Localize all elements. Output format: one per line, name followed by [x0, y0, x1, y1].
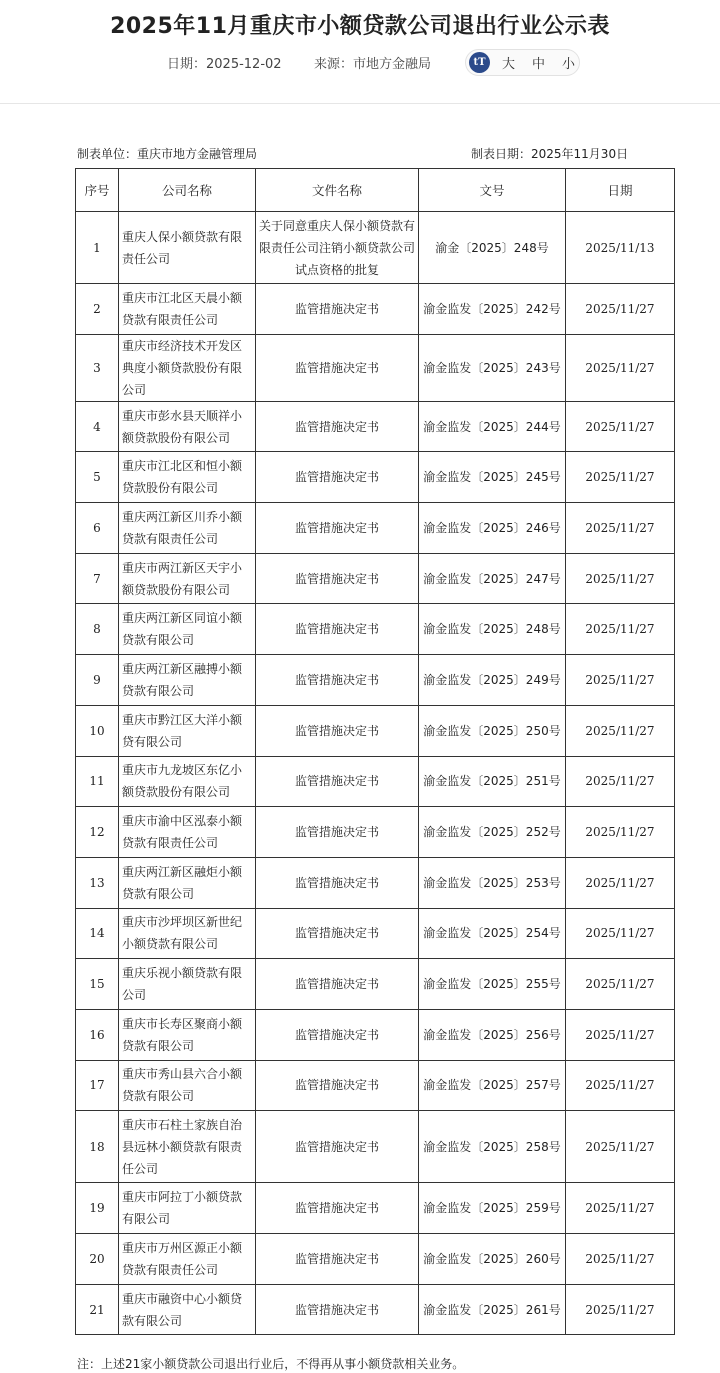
font-size-small-button[interactable]: 小	[562, 57, 576, 72]
cell-seq: 18	[76, 1111, 119, 1183]
cell-seq: 20	[76, 1234, 119, 1285]
cell-company: 重庆人保小额贷款有限责任公司	[119, 212, 256, 284]
font-size-icon: tT	[469, 52, 490, 73]
cell-doc-number: 渝金监发〔2025〕242号	[419, 284, 566, 335]
cell-doc-name: 监管措施决定书	[256, 1183, 419, 1234]
cell-company: 重庆市秀山县六合小额贷款有限公司	[119, 1060, 256, 1111]
cell-doc-name: 监管措施决定书	[256, 452, 419, 503]
cell-doc-number: 渝金监发〔2025〕252号	[419, 807, 566, 858]
header-date: 日期	[566, 169, 675, 212]
cell-company: 重庆乐视小额贷款有限公司	[119, 959, 256, 1010]
cell-doc-number: 渝金监发〔2025〕259号	[419, 1183, 566, 1234]
table-maker-unit: 制表单位：重庆市地方金融管理局	[77, 147, 258, 161]
cell-doc-name: 监管措施决定书	[256, 334, 419, 401]
cell-doc-number: 渝金监发〔2025〕243号	[419, 334, 566, 401]
table-row	[76, 655, 675, 706]
cell-doc-number: 渝金监发〔2025〕256号	[419, 1009, 566, 1060]
cell-doc-number: 渝金监发〔2025〕246号	[419, 503, 566, 554]
table-row	[76, 334, 675, 401]
cell-seq: 13	[76, 857, 119, 908]
cell-doc-name: 关于同意重庆人保小额贷款有限责任公司注销小额贷款公司试点资格的批复	[256, 212, 419, 284]
cell-date: 2025/11/27	[566, 756, 675, 807]
cell-seq: 12	[76, 807, 119, 858]
cell-date: 2025/11/27	[566, 1009, 675, 1060]
cell-date: 2025/11/27	[566, 1183, 675, 1234]
cell-seq: 17	[76, 1060, 119, 1111]
cell-seq: 8	[76, 604, 119, 655]
cell-date: 2025/11/27	[566, 284, 675, 335]
cell-company: 重庆市渝中区泓泰小额贷款有限责任公司	[119, 807, 256, 858]
font-size-large-button[interactable]: 大	[502, 57, 516, 72]
cell-seq: 7	[76, 553, 119, 604]
cell-date: 2025/11/27	[566, 1284, 675, 1335]
table-body	[76, 212, 675, 1335]
table-row	[76, 401, 675, 452]
cell-doc-number: 渝金监发〔2025〕244号	[419, 401, 566, 452]
article-source: 来源：市地方金融局	[314, 57, 432, 72]
cell-seq: 11	[76, 756, 119, 807]
table-row	[76, 807, 675, 858]
cell-company: 重庆市江北区天晨小额贷款有限责任公司	[119, 284, 256, 335]
cell-company: 重庆市九龙坡区东亿小额贷款股份有限公司	[119, 756, 256, 807]
page-title: 2025年11月重庆市小额贷款公司退出行业公示表	[110, 14, 610, 39]
table-row	[76, 503, 675, 554]
cell-company: 重庆市阿拉丁小额贷款有限公司	[119, 1183, 256, 1234]
cell-seq: 5	[76, 452, 119, 503]
cell-company: 重庆两江新区融搏小额贷款有限公司	[119, 655, 256, 706]
cell-doc-name: 监管措施决定书	[256, 807, 419, 858]
cell-seq: 4	[76, 401, 119, 452]
cell-seq: 21	[76, 1284, 119, 1335]
cell-seq: 10	[76, 705, 119, 756]
cell-company: 重庆两江新区融炬小额贷款有限公司	[119, 857, 256, 908]
cell-date: 2025/11/27	[566, 401, 675, 452]
table-row	[76, 212, 675, 284]
cell-date: 2025/11/27	[566, 908, 675, 959]
cell-company: 重庆两江新区同谊小额贷款有限公司	[119, 604, 256, 655]
cell-doc-number: 渝金监发〔2025〕261号	[419, 1284, 566, 1335]
cell-seq: 14	[76, 908, 119, 959]
table-row	[76, 756, 675, 807]
table-row	[76, 1111, 675, 1183]
cell-seq: 3	[76, 334, 119, 401]
cell-date: 2025/11/27	[566, 1060, 675, 1111]
table-row	[76, 1183, 675, 1234]
cell-date: 2025/11/27	[566, 807, 675, 858]
cell-doc-number: 渝金监发〔2025〕248号	[419, 604, 566, 655]
cell-date: 2025/11/27	[566, 1234, 675, 1285]
table-row	[76, 1234, 675, 1285]
exit-notice-table	[75, 168, 675, 1335]
page-header	[0, 0, 720, 104]
cell-date: 2025/11/27	[566, 857, 675, 908]
table-meta	[0, 141, 720, 171]
cell-seq: 6	[76, 503, 119, 554]
cell-doc-name: 监管措施决定书	[256, 401, 419, 452]
cell-doc-name: 监管措施决定书	[256, 1111, 419, 1183]
table-row	[76, 1009, 675, 1060]
cell-doc-name: 监管措施决定书	[256, 857, 419, 908]
cell-date: 2025/11/27	[566, 655, 675, 706]
cell-doc-number: 渝金〔2025〕248号	[419, 212, 566, 284]
cell-doc-name: 监管措施决定书	[256, 553, 419, 604]
cell-doc-name: 监管措施决定书	[256, 1009, 419, 1060]
cell-doc-number: 渝金监发〔2025〕260号	[419, 1234, 566, 1285]
cell-doc-name: 监管措施决定书	[256, 908, 419, 959]
header-seq: 序号	[76, 169, 119, 212]
cell-date: 2025/11/13	[566, 212, 675, 284]
cell-company: 重庆市融资中心小额贷款有限公司	[119, 1284, 256, 1335]
header-doc-number: 文号	[419, 169, 566, 212]
cell-date: 2025/11/27	[566, 705, 675, 756]
font-size-medium-button[interactable]: 中	[532, 57, 546, 72]
header-company: 公司名称	[119, 169, 256, 212]
footnote: 注：上述21家小额贷款公司退出行业后，不得再从事小额贷款相关业务。	[77, 1357, 465, 1371]
publish-date: 日期：2025-12-02	[167, 57, 282, 72]
table-row	[76, 908, 675, 959]
cell-company: 重庆市两江新区天宇小额贷款股份有限公司	[119, 553, 256, 604]
cell-date: 2025/11/27	[566, 959, 675, 1010]
cell-seq: 16	[76, 1009, 119, 1060]
cell-company: 重庆市经济技术开发区典度小额贷款股份有限公司	[119, 334, 256, 401]
table-row	[76, 959, 675, 1010]
cell-doc-number: 渝金监发〔2025〕251号	[419, 756, 566, 807]
cell-doc-name: 监管措施决定书	[256, 1060, 419, 1111]
cell-seq: 9	[76, 655, 119, 706]
cell-doc-name: 监管措施决定书	[256, 284, 419, 335]
cell-doc-name: 监管措施决定书	[256, 1234, 419, 1285]
cell-company: 重庆市沙坪坝区新世纪小额贷款有限公司	[119, 908, 256, 959]
cell-doc-number: 渝金监发〔2025〕247号	[419, 553, 566, 604]
cell-doc-number: 渝金监发〔2025〕257号	[419, 1060, 566, 1111]
cell-date: 2025/11/27	[566, 553, 675, 604]
cell-doc-name: 监管措施决定书	[256, 655, 419, 706]
cell-doc-name: 监管措施决定书	[256, 1284, 419, 1335]
cell-doc-name: 监管措施决定书	[256, 959, 419, 1010]
cell-date: 2025/11/27	[566, 604, 675, 655]
cell-doc-number: 渝金监发〔2025〕250号	[419, 705, 566, 756]
cell-company: 重庆市江北区和恒小额贷款股份有限公司	[119, 452, 256, 503]
cell-doc-name: 监管措施决定书	[256, 503, 419, 554]
cell-company: 重庆市石柱土家族自治县远林小额贷款有限责任公司	[119, 1111, 256, 1183]
cell-seq: 1	[76, 212, 119, 284]
cell-doc-number: 渝金监发〔2025〕254号	[419, 908, 566, 959]
table-row	[76, 1060, 675, 1111]
cell-company: 重庆两江新区川乔小额贷款有限责任公司	[119, 503, 256, 554]
cell-seq: 19	[76, 1183, 119, 1234]
font-size-switcher	[465, 49, 580, 76]
cell-date: 2025/11/27	[566, 452, 675, 503]
table-row	[76, 857, 675, 908]
cell-doc-name: 监管措施决定书	[256, 604, 419, 655]
cell-company: 重庆市万州区源正小额贷款有限责任公司	[119, 1234, 256, 1285]
cell-doc-number: 渝金监发〔2025〕253号	[419, 857, 566, 908]
cell-doc-number: 渝金监发〔2025〕249号	[419, 655, 566, 706]
cell-seq: 2	[76, 284, 119, 335]
table-row	[76, 284, 675, 335]
table-row	[76, 553, 675, 604]
cell-company: 重庆市彭水县天顺祥小额贷款股份有限公司	[119, 401, 256, 452]
cell-doc-number: 渝金监发〔2025〕245号	[419, 452, 566, 503]
table-row	[76, 604, 675, 655]
table-maker-date: 制表日期：2025年11月30日	[471, 147, 629, 161]
cell-company: 重庆市长寿区聚商小额贷款有限公司	[119, 1009, 256, 1060]
table-row	[76, 452, 675, 503]
cell-seq: 15	[76, 959, 119, 1010]
cell-company: 重庆市黔江区大洋小额贷有限公司	[119, 705, 256, 756]
cell-doc-name: 监管措施决定书	[256, 705, 419, 756]
cell-doc-name: 监管措施决定书	[256, 756, 419, 807]
cell-date: 2025/11/27	[566, 503, 675, 554]
header-doc-name: 文件名称	[256, 169, 419, 212]
cell-date: 2025/11/27	[566, 334, 675, 401]
cell-doc-number: 渝金监发〔2025〕258号	[419, 1111, 566, 1183]
table-row	[76, 705, 675, 756]
cell-doc-number: 渝金监发〔2025〕255号	[419, 959, 566, 1010]
cell-date: 2025/11/27	[566, 1111, 675, 1183]
table-header-row	[76, 169, 675, 212]
table-row	[76, 1284, 675, 1335]
article-meta	[0, 42, 720, 82]
